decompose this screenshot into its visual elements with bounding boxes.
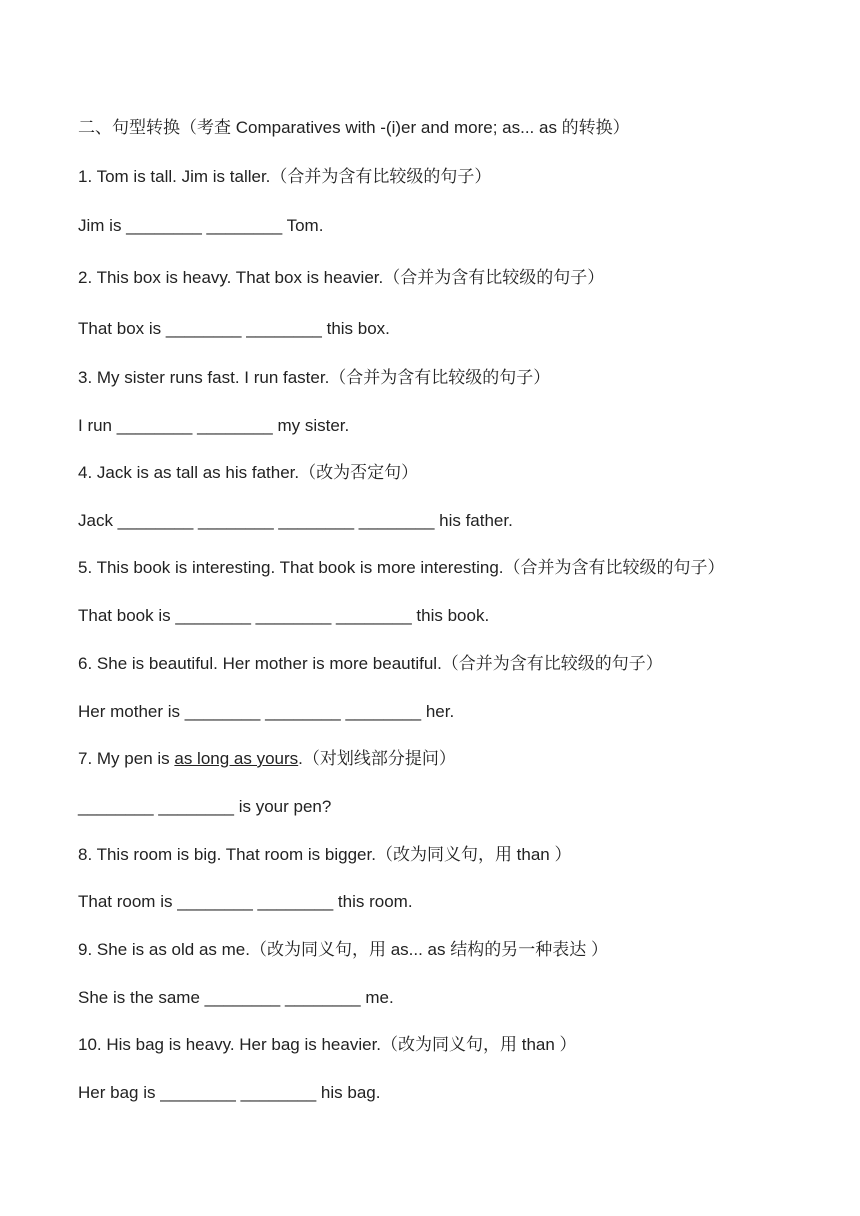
question-2-prompt: 2. This box is heavy. That box is heavier.（合并为含有比较级的句子） bbox=[78, 268, 605, 287]
question-8-prompt: 8. This room is big. That room is bigger.（改为同义句，用 than ） bbox=[78, 845, 572, 864]
question-4-answer-line: Jack ________ ________ ________ ________ his father. bbox=[78, 511, 513, 530]
question-3-answer-line: I run ________ ________ my sister. bbox=[78, 416, 350, 435]
question-10-answer-line: Her bag is ________ ________ his bag. bbox=[78, 1083, 381, 1102]
question-2-answer-line: That box is ________ ________ this box. bbox=[78, 319, 390, 338]
question-6-answer-line: Her mother is ________ ________ ________ her. bbox=[78, 702, 455, 721]
question-5-prompt: 5. This book is interesting. That book is more interesting.（合并为含有比较级的句子） bbox=[78, 558, 725, 577]
question-4-prompt: 4. Jack is as tall as his father.（改为否定句） bbox=[78, 463, 419, 482]
question-1-prompt: 1. Tom is tall. Jim is taller.（合并为含有比较级的句子） bbox=[78, 167, 492, 186]
question-1-answer-line: Jim is ________ ________ Tom. bbox=[78, 216, 324, 235]
question-7-answer-line: ________ ________ is your pen? bbox=[78, 797, 332, 816]
question-9-prompt: 9. She is as old as me.（改为同义句，用 as... as 结构的另一种表达 ） bbox=[78, 940, 608, 959]
question-5-answer-line: That book is ________ ________ ________ this book. bbox=[78, 606, 490, 625]
question-10-prompt: 10. His bag is heavy. Her bag is heavier.（改为同义句，用 than ） bbox=[78, 1035, 577, 1054]
section-heading: 二、句型转换（考查 Comparatives with -(i)er and more; as... as 的转换） bbox=[78, 118, 630, 137]
question-8-answer-line: That room is ________ ________ this room. bbox=[78, 892, 413, 911]
question-7-prompt-start: 7. My pen is bbox=[78, 749, 175, 768]
question-6-prompt: 6. She is beautiful. Her mother is more beautiful.（合并为含有比较级的句子） bbox=[78, 654, 663, 673]
question-3-prompt: 3. My sister runs fast. I run faster.（合并为含有比较级的句子） bbox=[78, 368, 551, 387]
question-7-underlined-part: as long as yours bbox=[174, 749, 299, 768]
question-7-prompt-end: .（对划线部分提问） bbox=[298, 749, 456, 768]
question-9-answer-line: She is the same ________ ________ me. bbox=[78, 988, 394, 1007]
question-7-prompt bbox=[78, 748, 852, 770]
